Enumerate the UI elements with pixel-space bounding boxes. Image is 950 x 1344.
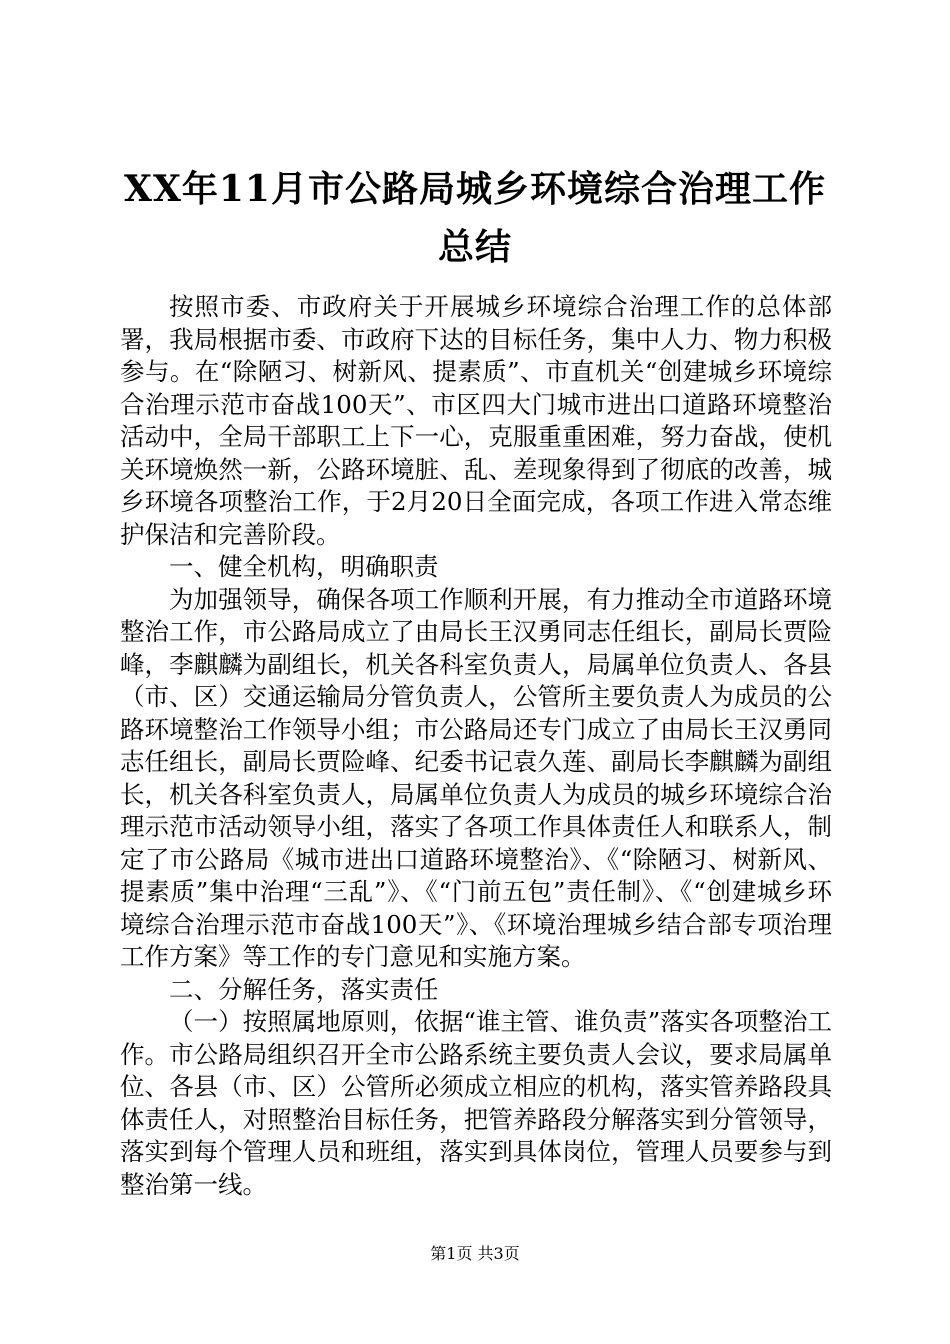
paragraph-section-2: （一）按照属地原则，依据“谁主管、谁负责”落实各项整治工作。市公路局组织召开全市公路系统主要负责人会议，要求局属单位、各县（市、区）公管所必须成立相应的机构，落实管养路段具体责任人，对照整治目标任务，把管养路段分解落实到分管领导，落实到每个管理人员和班组，落实到具体岗位，管理人员要参与到整治第一线。 (120, 1007, 832, 1199)
document-body (120, 291, 832, 1201)
paragraph-section-1: 为加强领导，确保各项工作顺利开展，有力推动全市道路环境整治工作，市公路局成立了由局长王汉勇同志任组长，副局长贾险峰，李麒麟为副组长，机关各科室负责人，局属单位负责人、各县（市、区）交通运输局分管负责人，公管所主要负责人为成员的公路环境整治工作领导小组；市公路局还专门成立了由局长王汉勇同志任组长，副局长贾险峰、纪委书记袁久莲、副局长李麒麟为副组长，机关各科室负责人，局属单位负责人为成员的城乡环境综合治理示范市活动领导小组，落实了各项工作具体责任人和联系人，制定了市公路局《城市进出口道路环境整治》、《“除陋习、树新风、提素质”集中治理“三乱”》、《“门前五包”责任制》、《“创建城乡环境综合治理示范市奋战100天”》、《环境治理城乡结合部专项治理工作方案》等工作的专门意见和实施方案。 (120, 584, 832, 971)
section-heading-1: 一、健全机构，明确职责 (169, 552, 439, 581)
page-footer: 第1页 共3页 (430, 1244, 520, 1263)
paragraph-intro: 按照市委、市政府关于开展城乡环境综合治理工作的总体部署，我局根据市委、市政府下达的目标任务，集中人力、物力积极参与。在“除陋习、树新风、提素质”、市直机关“创建城乡环境综合治理示范市奋战100天”、市区四大门城市进出口道路环境整治活动中，全局干部职工上下一心，克服重重困难，努力奋战，使机关环境焕然一新，公路环境脏、乱、差现象得到了彻底的改善，城乡环境各项整治工作，于2月20日全面完成，各项工作进入常态维护保洁和完善阶段。 (120, 292, 832, 549)
section-heading-2: 二、分解任务，落实责任 (169, 974, 439, 1004)
document-title: XX年11月市公路局城乡环境综合治理工作总结 (124, 168, 826, 268)
